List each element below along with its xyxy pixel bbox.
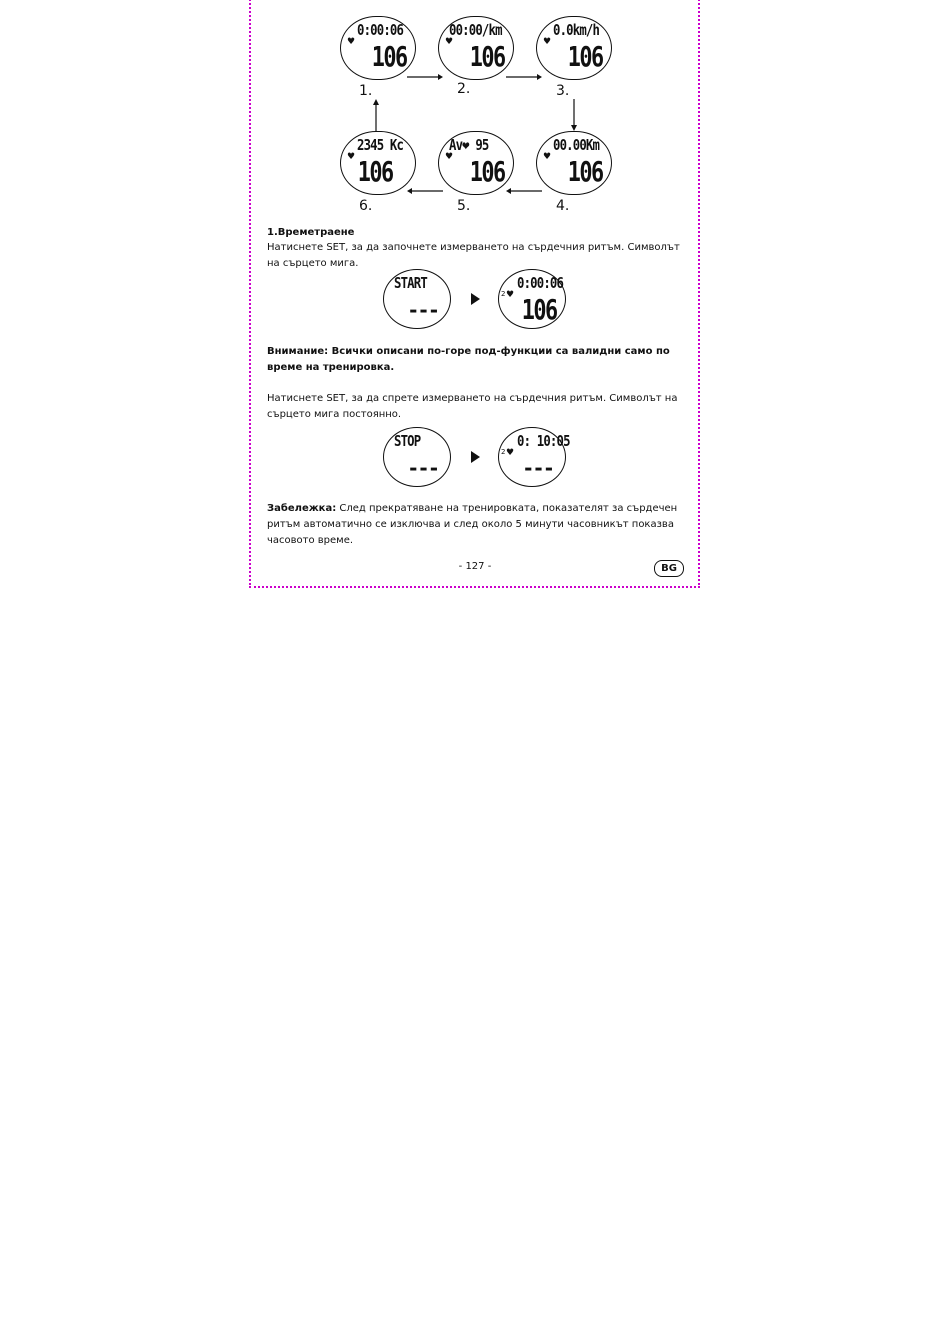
watch-display-3 (536, 16, 612, 80)
watch-dashes: --- (409, 456, 440, 480)
watch-display-6 (340, 131, 416, 195)
page-number: - 127 - (458, 561, 492, 572)
watch-display-1 (340, 16, 416, 80)
watch-display-4 (536, 131, 612, 195)
paragraph-text: Натиснете (267, 393, 327, 404)
watch-top-value: 00.00Km (553, 136, 600, 154)
set-keyword: SET (326, 242, 346, 253)
watch-bottom-value: 106 (522, 293, 557, 326)
watch-dashes: --- (409, 298, 440, 322)
watch-display-start (383, 269, 451, 329)
watch-bottom-value: 106 (470, 40, 505, 73)
watch-top-value: 0: 10:05 (517, 432, 570, 450)
watch-top-value: 0.0km/h (553, 21, 600, 39)
watch-display-5 (438, 131, 514, 195)
arrow-right-icon (505, 72, 543, 82)
watch-display-running (498, 269, 566, 329)
play-arrow-icon (471, 451, 480, 463)
step-label-5: 5. (457, 198, 471, 214)
watch-top-value: Av❤ 95 (449, 136, 489, 154)
watch-top-value: 00:00/km (449, 21, 502, 39)
heart-zone-indicator: 2 (501, 448, 506, 456)
heart-zone-indicator: 2 (501, 290, 506, 298)
step-label-4: 4. (556, 198, 570, 214)
arrow-down-icon (569, 98, 579, 132)
watch-dashes: --- (524, 456, 555, 480)
step-label-3: 3. (556, 83, 570, 99)
heart-icon: ♥ (445, 152, 454, 162)
language-badge: BG (654, 560, 684, 577)
watch-top-value: START (394, 274, 427, 292)
watch-display-stop (383, 427, 451, 487)
section-heading: 1.Времетраене (267, 227, 355, 238)
watch-top-value: 2345 Kc (357, 136, 404, 154)
watch-top-value: STOP (394, 432, 421, 450)
heart-icon: ♥ (445, 37, 454, 47)
arrow-left-icon (406, 186, 444, 196)
heart-icon: ♥ (347, 37, 356, 47)
heart-icon: ♥ (347, 152, 356, 162)
heart-icon: ♥ (543, 37, 552, 47)
watch-bottom-value: 106 (358, 155, 393, 188)
warning-text: Всички описани по-горе под-функции са валидни само по време на тренировка. (267, 346, 670, 373)
section2-paragraph (267, 391, 685, 423)
heart-icon: ♥ (543, 152, 552, 162)
watch-display-2 (438, 16, 514, 80)
set-keyword: SET (326, 393, 346, 404)
watch-top-value: 0:00:06 (357, 21, 404, 39)
watch-bottom-value: 106 (470, 155, 505, 188)
arrow-right-icon (406, 72, 444, 82)
step-label-1: 1. (359, 83, 373, 99)
watch-bottom-value: 106 (568, 155, 603, 188)
arrow-up-icon (371, 98, 381, 132)
play-arrow-icon (471, 293, 480, 305)
arrow-left-icon (505, 186, 543, 196)
heart-blinking-icon: ♥ (506, 290, 515, 300)
paragraph-text: Натиснете (267, 242, 327, 253)
note-paragraph (267, 501, 685, 549)
watch-display-stopped (498, 427, 570, 487)
heart-icon: ♥ (506, 448, 515, 458)
paragraph-text: , за да спрете измерването на сърдечния ритъм. Символът на сърцето мига постоянно. (267, 393, 678, 420)
note-label: Забележка: (267, 503, 337, 514)
section1-paragraph (267, 240, 685, 272)
watch-bottom-value: 106 (372, 40, 407, 73)
step-label-2: 2. (457, 81, 471, 97)
note-text: След прекратяване на тренировката, показателят за сърдечен ритъм автоматично се изключва и след около 5 минути часовникът показва часовото време. (267, 503, 678, 546)
watch-bottom-value: 106 (568, 40, 603, 73)
warning-label: Внимание: (267, 346, 329, 357)
warning-paragraph (267, 344, 685, 376)
paragraph-text: , за да започнете измерването на сърдечния ритъм. Символът на сърцето мига. (267, 242, 680, 269)
watch-top-value: 0:00:06 (517, 274, 564, 292)
step-label-6: 6. (359, 198, 373, 214)
